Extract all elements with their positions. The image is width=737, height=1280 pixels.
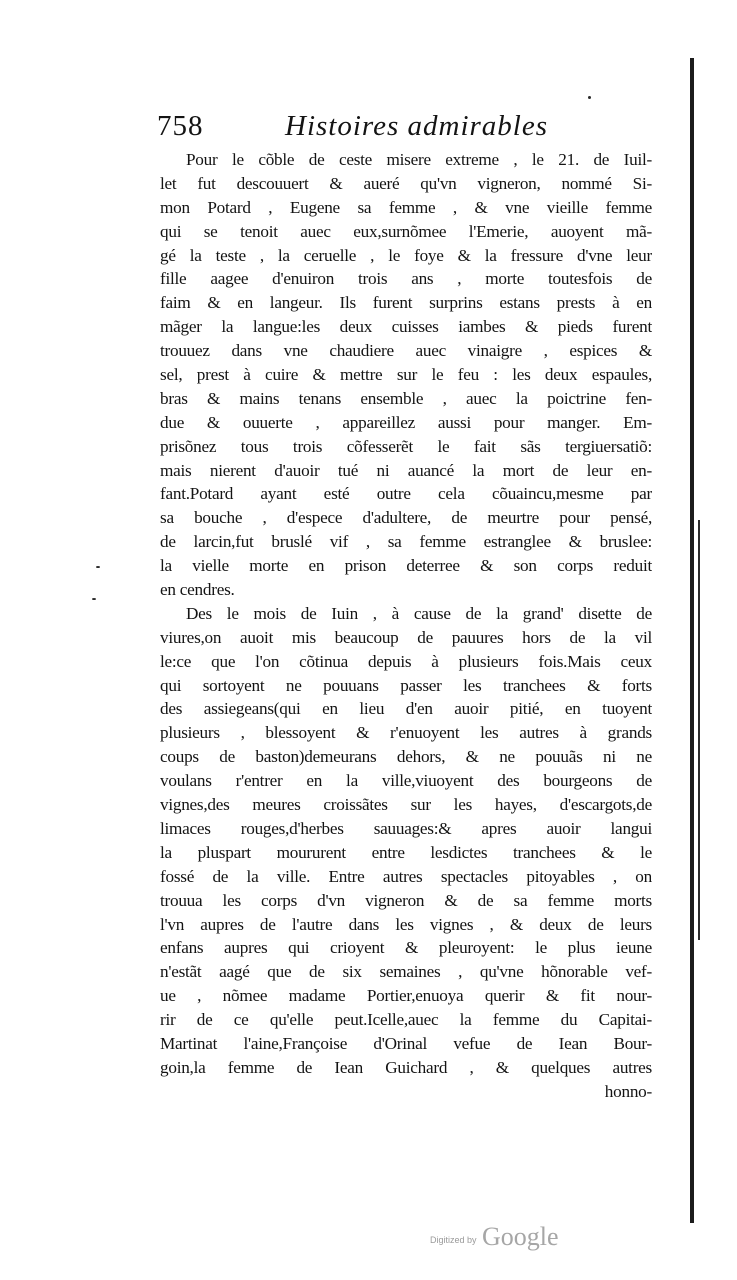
text-line: la vielle morte en prison deterree & son corps reduit xyxy=(160,556,652,576)
text-line: enfans aupres qui crioyent & pleuroyent: le plus ieune xyxy=(160,938,652,958)
page-edge-rule xyxy=(690,58,694,1223)
text-line: de larcin,fut bruslé vif , sa femme estranglee & bruslee: xyxy=(160,532,652,552)
page-number: 758 xyxy=(157,110,204,142)
text-line: mon Potard , Eugene sa femme , & vne vieille femme xyxy=(160,197,652,217)
text-line: faim & en langeur. Ils furent surprins estans prests à en xyxy=(160,293,652,313)
text-line: goin,la femme de Iean Guichard , & quelques autres xyxy=(160,1057,652,1077)
text-line: honno- xyxy=(604,1081,652,1101)
ink-speck xyxy=(96,566,100,568)
text-line: gé la teste , la ceruelle , le foye & la fressure d'vne leur xyxy=(160,245,652,265)
google-wordmark: Google xyxy=(482,1222,559,1251)
text-line: Martinat l'aine,Françoise d'Orinal vefue de Iean Bour- xyxy=(160,1033,652,1053)
text-line: rir de ce qu'elle peut.Icelle,auec la femme du Capitai- xyxy=(160,1010,652,1030)
text-line: bras & mains tenans ensemble , auec la poictrine fen- xyxy=(160,388,652,408)
text-line: en cendres. xyxy=(160,580,235,600)
text-line: qui se tenoit auec eux,surnõmee l'Emerie, auoyent mã- xyxy=(160,221,652,241)
text-line: plusieurs , blessoyent & r'enuoyent les autres à grands xyxy=(160,723,652,743)
text-line: due & ouuerte , appareillez aussi pour manger. Em- xyxy=(160,412,652,432)
text-line: fille aagee d'enuiron trois ans , morte toutesfois de xyxy=(160,269,652,289)
digitization-watermark xyxy=(430,1222,580,1262)
text-line: prisõnez tous trois cõfesserẽt le fait sãs tergiuersatiõ: xyxy=(160,436,652,456)
text-line: Des le mois de Iuin , à cause de la grand' disette de xyxy=(186,603,652,623)
text-line: l'vn aupres de l'autre dans les vignes , & deux de leurs xyxy=(160,914,652,934)
text-line: sel, prest à cuire & mettre sur le feu : les deux espaules, xyxy=(160,365,652,385)
text-line: la pluspart moururent entre lesdictes tranchees & le xyxy=(160,842,652,862)
text-line: trouuez dans vne chaudiere auec vinaigre , espices & xyxy=(160,341,652,361)
text-line: let fut descouuert & aueré qu'vn vigneron, nommé Si- xyxy=(160,173,652,193)
text-line: fant.Potard ayant esté outre cela cõuaincu,mesme par xyxy=(160,484,652,504)
text-line: ue , nõmee madame Portier,enuoya querir & fit nour- xyxy=(160,986,652,1006)
text-line: mais nierent d'auoir tué ni auancé la mort de leur en- xyxy=(160,460,652,480)
text-line: vignes,des meures croissãtes sur les hayes, d'escargots,de xyxy=(160,795,652,815)
page-edge-rule-inner xyxy=(698,520,700,940)
running-title: Histoires admirables xyxy=(285,110,549,142)
text-line: qui sortoyent ne pouuans passer les tranchees & forts xyxy=(160,675,652,695)
text-line: des assiegeans(qui en lieu d'en auoir pitié, en tuoyent xyxy=(160,699,652,719)
text-line: n'estãt aagé que de six semaines , qu'vne hõnorable vef- xyxy=(160,962,652,982)
text-line: coups de baston)demeurans dehors, & ne pouuãs ni ne xyxy=(160,747,652,767)
ink-speck xyxy=(588,96,591,99)
text-line: limaces rouges,d'herbes sauuages:& apres auoir langui xyxy=(160,818,652,838)
text-line: voulans r'entrer en la ville,viuoyent des bourgeons de xyxy=(160,771,652,791)
text-line: fossé de la ville. Entre autres spectacles pitoyables , on xyxy=(160,866,652,886)
text-line: trouua les corps d'vn vigneron & de sa femme morts xyxy=(160,890,652,910)
text-line: viures,on auoit mis beaucoup de pauures hors de la vil xyxy=(160,627,652,647)
text-line: sa bouche , d'espece d'adultere, de meurtre pour pensé, xyxy=(160,508,652,528)
text-line: Pour le cõble de ceste misere extreme , le 21. de Iuil- xyxy=(186,150,652,169)
text-line: mãger la langue:les deux cuisses iambes & pieds furent xyxy=(160,317,652,337)
page-header xyxy=(157,110,677,150)
text-line: le:ce que l'on cõtinua depuis à plusieurs fois.Mais ceux xyxy=(160,651,652,671)
ink-speck xyxy=(92,598,96,600)
digitized-label: Digitized by xyxy=(430,1235,477,1245)
body-text xyxy=(160,148,652,1104)
